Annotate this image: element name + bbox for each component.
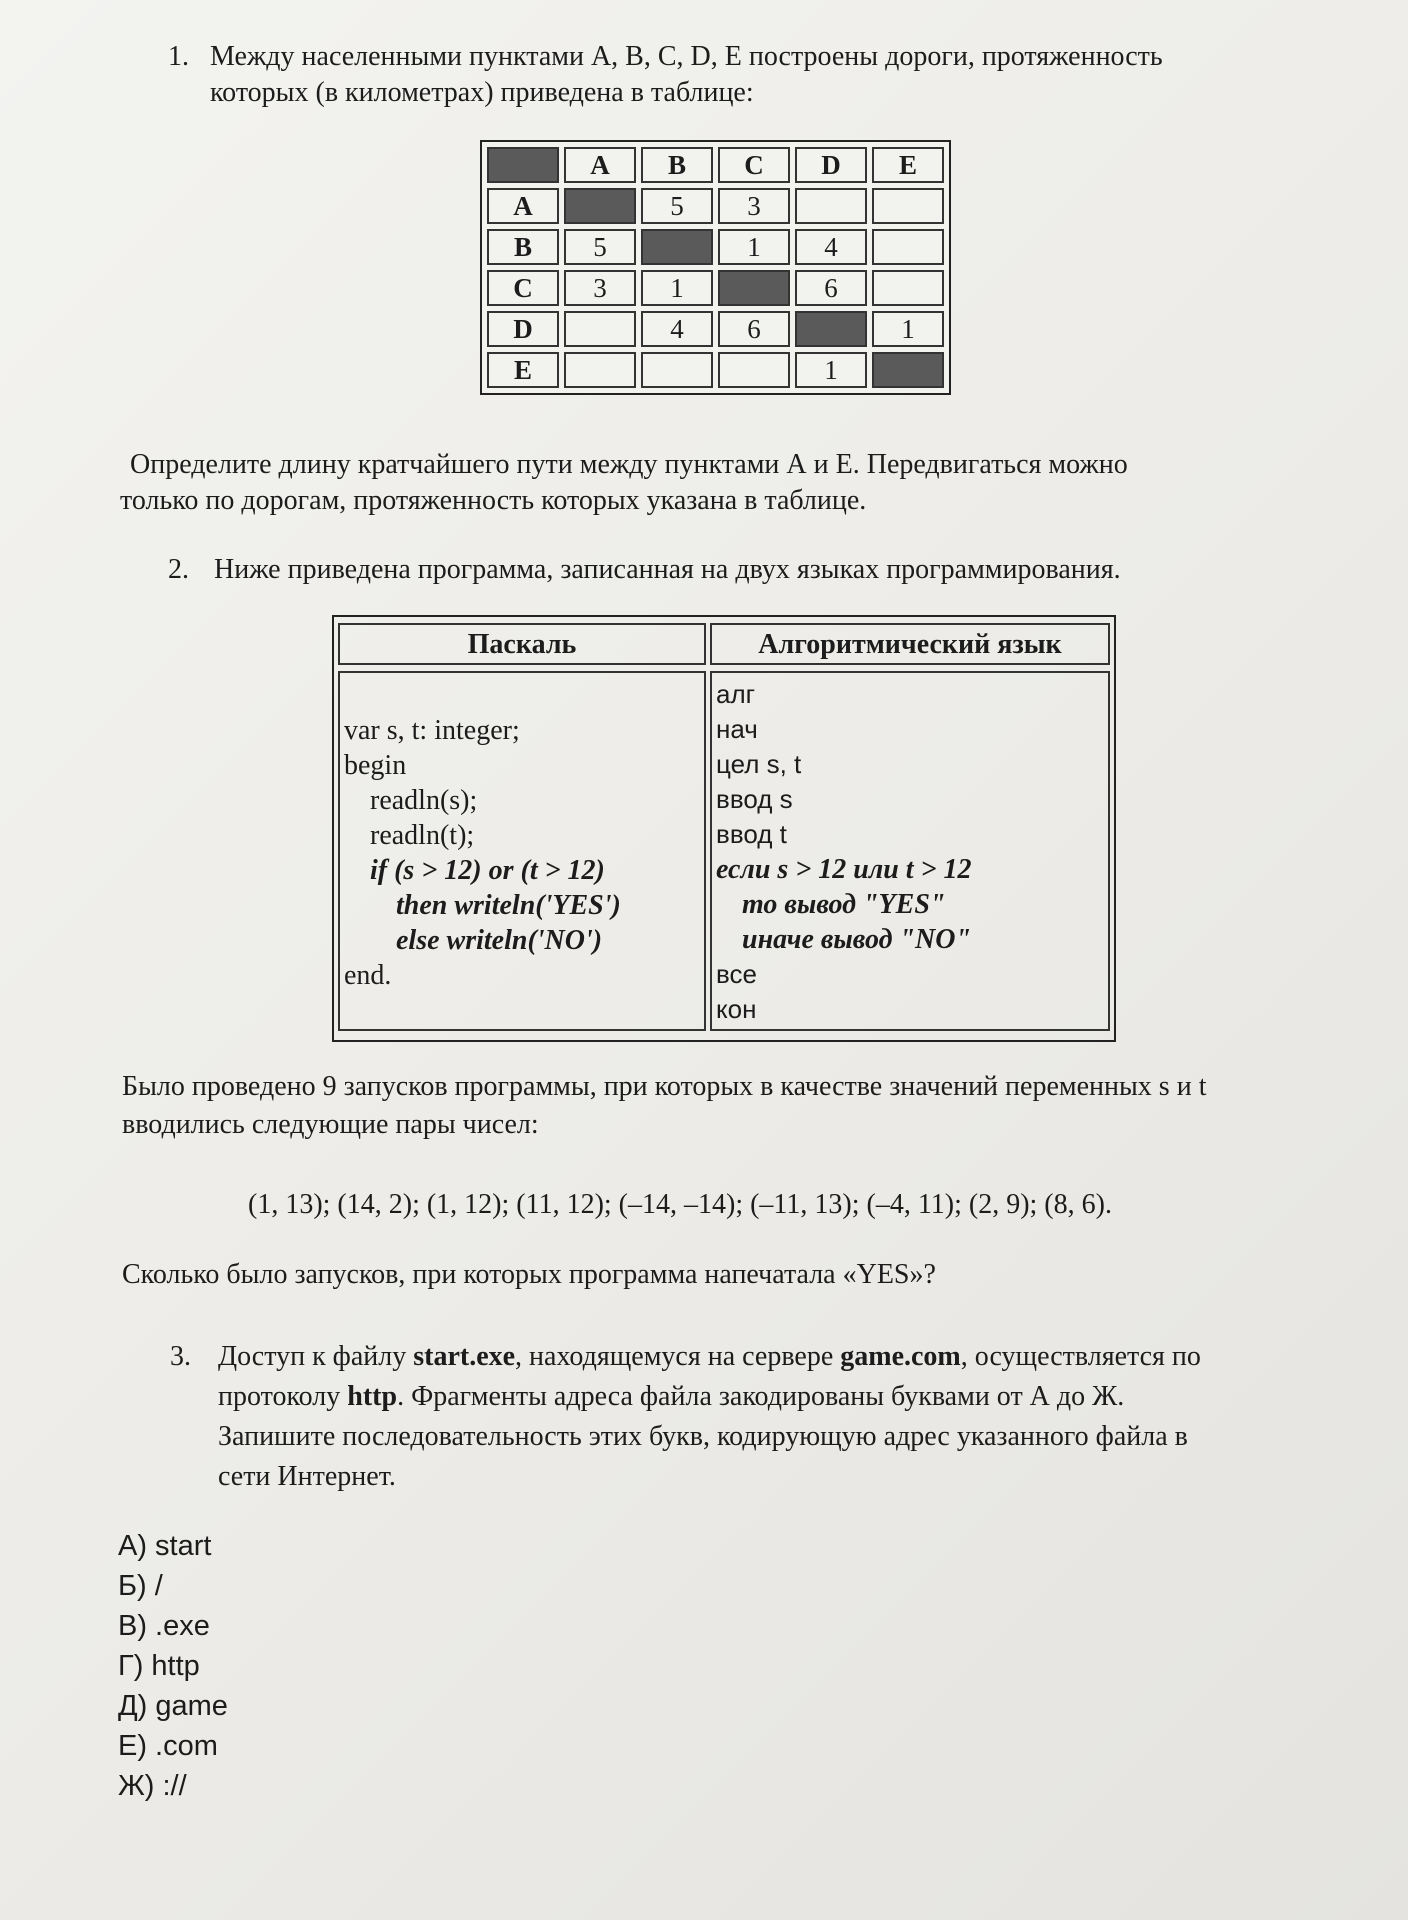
answer-option: Б) / [118,1570,163,1602]
alg-code-line: нач [716,714,758,744]
task3-filename: start.exe [413,1341,516,1372]
pascal-code-line: else writeln('NO') [396,925,603,956]
pascal-header: Паскаль [338,623,706,665]
table-row [487,188,944,224]
table-row [487,229,944,265]
distance-cell [872,229,944,265]
distance-cell: 6 [718,311,790,347]
task3-line1-text-c: , осуществляется по [960,1341,1201,1372]
alg-code-line: цел s, t [716,749,802,779]
row-header: E [487,352,559,388]
diagonal-cell [795,311,867,347]
pascal-code-line: begin [344,750,407,781]
distance-cell: 1 [641,270,713,306]
program-table [332,615,1116,1042]
task3-line4: сети Интернет. [218,1461,396,1492]
row-header: C [487,270,559,306]
distance-cell: 1 [872,311,944,347]
distance-cell: 4 [641,311,713,347]
diagonal-cell [718,270,790,306]
pascal-code-line: readln(s); [370,785,478,816]
pascal-code-line: var s, t: integer; [344,715,520,746]
answer-option: Ж) :// [118,1770,187,1802]
task3-line1-text-a: Доступ к файлу [218,1341,414,1372]
task3-line2-text-b: . Фрагменты адреса файла закодированы буквами от А до Ж. [397,1381,1125,1412]
answer-option: Д) game [118,1690,228,1722]
diagonal-cell [564,188,636,224]
distance-cell: 1 [795,352,867,388]
alg-code-line: все [716,959,757,989]
row-header: D [487,311,559,347]
task2-pairs: (1, 13); (14, 2); (1, 12); (11, 12); (–14, –14); (–11, 13); (–4, 11); (2, 9); (8, 6). [248,1189,1112,1220]
task3-protocol: http [347,1381,398,1412]
distance-cell: 5 [564,229,636,265]
table-header-row [487,147,944,183]
answer-option: А) start [118,1530,212,1562]
task3-line1-text-b: , находящемуся на сервере [515,1341,841,1372]
distance-cell [795,188,867,224]
alg-code-line: ввод s [716,784,793,814]
task3-line2-text-a: протоколу [218,1381,348,1412]
column-header: D [795,147,867,183]
pascal-code [338,671,706,1031]
table-row [487,311,944,347]
distance-cell: 5 [641,188,713,224]
pascal-code-line: readln(t); [370,820,475,851]
diagonal-cell [641,229,713,265]
task2-question: Сколько было запусков, при которых программа напечатала «YES»? [122,1259,936,1290]
alg-code-line: то вывод "YES" [742,889,946,920]
task1-intro-line2: которых (в километрах) приведена в таблице: [210,77,754,108]
task1-question-line2: только по дорогам, протяженность которых указана в таблице. [120,485,867,516]
table-row [487,270,944,306]
alg-code [710,671,1110,1031]
distance-cell: 3 [718,188,790,224]
column-header: A [564,147,636,183]
corner-cell [487,147,559,183]
alg-code-line: иначе вывод "NO" [742,924,972,955]
distance-cell [564,311,636,347]
alg-code-line: кон [716,994,757,1024]
task1-intro-line1: Между населенными пунктами A, B, C, D, E построены дороги, протяженность [210,41,1163,72]
alg-code-line: если s > 12 или t > 12 [716,854,972,885]
task2-intro: Ниже приведена программа, записанная на двух языках программирования. [214,554,1121,585]
row-header: B [487,229,559,265]
answer-option: Е) .com [118,1730,218,1762]
distance-cell: 1 [718,229,790,265]
alg-code-line: ввод t [716,819,787,849]
task3-line3: Запишите последовательность этих букв, кодирующую адрес указанного файла в [218,1421,1188,1452]
task3-line1 [218,1338,1201,1376]
task1-question-line1: Определите длину кратчайшего пути между пунктами А и Е. Передвигаться можно [130,449,1128,480]
task2-runs-line2: вводились следующие пары чисел: [122,1109,539,1140]
distance-cell [564,352,636,388]
column-header: E [872,147,944,183]
task1-number: 1. [168,41,189,72]
distance-cell [872,270,944,306]
pascal-code-line: end. [344,960,392,991]
task2-runs-line1: Было проведено 9 запусков программы, при которых в качестве значений переменных s и t [122,1071,1207,1102]
distance-cell [641,352,713,388]
answer-option: В) .exe [118,1610,210,1642]
answer-options [118,1530,228,1810]
column-header: B [641,147,713,183]
task3-number: 3. [170,1341,191,1372]
pascal-code-line: if (s > 12) or (t > 12) [370,855,605,886]
row-header: A [487,188,559,224]
task3-server: game.com [840,1341,961,1372]
column-header: C [718,147,790,183]
distance-cell [718,352,790,388]
distance-cell: 6 [795,270,867,306]
table-row [487,352,944,388]
task3-line2 [218,1378,1124,1416]
diagonal-cell [872,352,944,388]
task2-number: 2. [168,554,189,585]
distance-cell: 4 [795,229,867,265]
distance-table [480,140,951,395]
alg-header: Алгоритмический язык [710,623,1110,665]
alg-code-line: алг [716,679,756,709]
distance-cell: 3 [564,270,636,306]
answer-option: Г) http [118,1650,200,1682]
pascal-code-line: then writeln('YES') [396,890,621,921]
distance-cell [872,188,944,224]
